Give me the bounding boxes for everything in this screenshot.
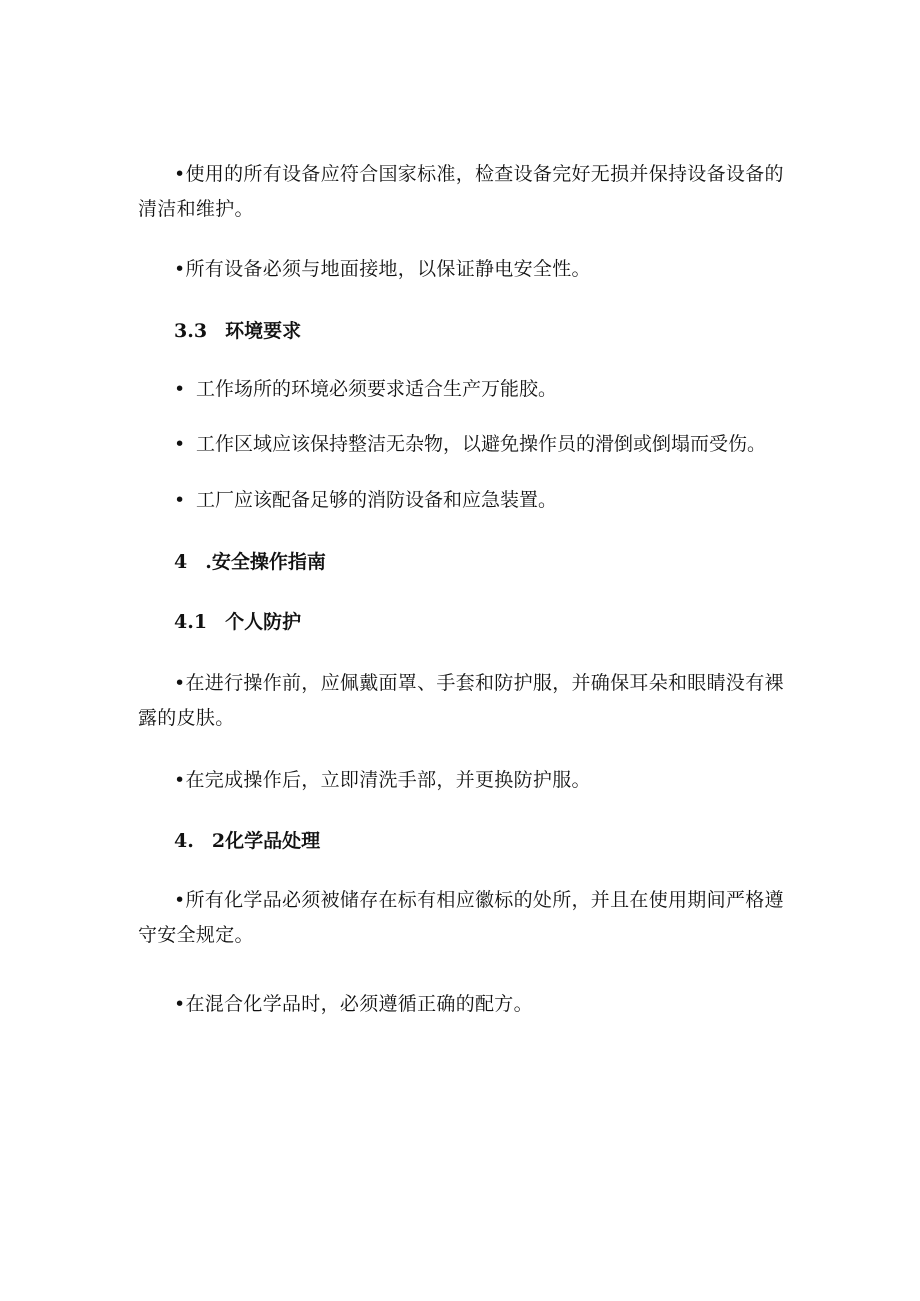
bullet-symbol: •	[174, 378, 186, 400]
environment-bullet-2	[174, 431, 766, 457]
chemical-storage-paragraph: •所有化学品必须被储存在标有相应徽标的处所，并且在使用期间严格遵守安全规定。	[138, 889, 784, 946]
safety-guide-heading-number: 4	[174, 551, 188, 573]
chemical-handling-heading-number: 4.	[174, 830, 194, 852]
chemical-handling-heading	[174, 828, 320, 854]
personal-protection-before-paragraph: •在进行操作前，应佩戴面罩、手套和防护服，并确保耳朵和眼睛没有裸露的皮肤。	[138, 672, 784, 729]
chemical-mixing-paragraph: •在混合化学品时，必须遵循正确的配方。	[174, 993, 533, 1015]
environment-bullet-3-text: 工厂应该配备足够的消防设备和应急装置。	[196, 489, 558, 511]
environment-bullet-3	[174, 487, 557, 513]
safety-guide-heading-title: .安全操作指南	[205, 551, 326, 573]
bullet-symbol: •	[174, 433, 186, 455]
environment-heading-number: 3.3	[174, 320, 208, 342]
environment-heading-title: 环境要求	[225, 320, 302, 342]
personal-protection-heading-title: 个人防护	[225, 611, 302, 633]
equipment-grounding-paragraph: •所有设备必须与地面接地，以保证静电安全性。	[174, 258, 591, 280]
bullet-symbol: •	[174, 489, 186, 511]
environment-bullet-1	[174, 376, 557, 402]
chemical-handling-heading-title: 2化学品处理	[211, 830, 321, 852]
environment-heading	[174, 318, 301, 344]
personal-protection-heading	[174, 609, 301, 635]
environment-bullet-1-text: 工作场所的环境必须要求适合生产万能胶。	[196, 378, 558, 400]
safety-guide-heading	[174, 549, 326, 575]
personal-protection-heading-number: 4.1	[174, 611, 208, 633]
environment-bullet-2-text: 工作区域应该保持整洁无杂物，以避免操作员的滑倒或倒塌而受伤。	[196, 433, 767, 455]
equipment-standard-paragraph: •使用的所有设备应符合国家标准，检查设备完好无损并保持设备设备的清洁和维护。	[138, 163, 784, 220]
personal-protection-after-paragraph: •在完成操作后，立即清洗手部，并更换防护服。	[174, 769, 591, 791]
